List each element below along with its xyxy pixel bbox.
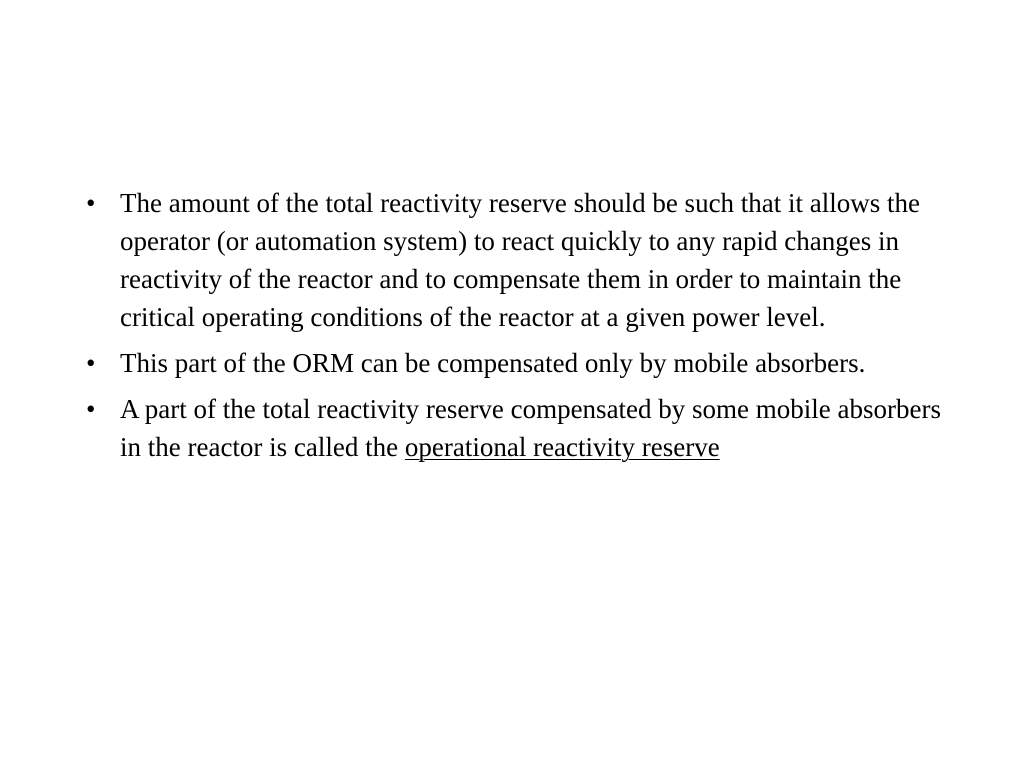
bullet-item [86, 390, 966, 466]
bullet-text: A part of the total reactivity reserve compensated by some mobile absorbers in the reactor is called the [120, 394, 941, 462]
bullet-item [86, 344, 966, 382]
bullet-text: The amount of the total reactivity reserve should be such that it allows the operator (or automation system) to react quickly to any rapid changes in reactivity of the reactor and to compensate them in order to maintain the critical operating conditions of the reactor at a given power level. [120, 188, 921, 332]
bullet-list [86, 184, 966, 474]
bullet-icon: • [86, 394, 96, 424]
underlined-term: operational reactivity reserve [404, 432, 720, 462]
bullet-icon: • [86, 188, 96, 218]
bullet-icon: • [86, 348, 96, 378]
bullet-item [86, 184, 966, 336]
bullet-text: This part of the ORM can be compensated only by mobile absorbers. [120, 348, 866, 378]
